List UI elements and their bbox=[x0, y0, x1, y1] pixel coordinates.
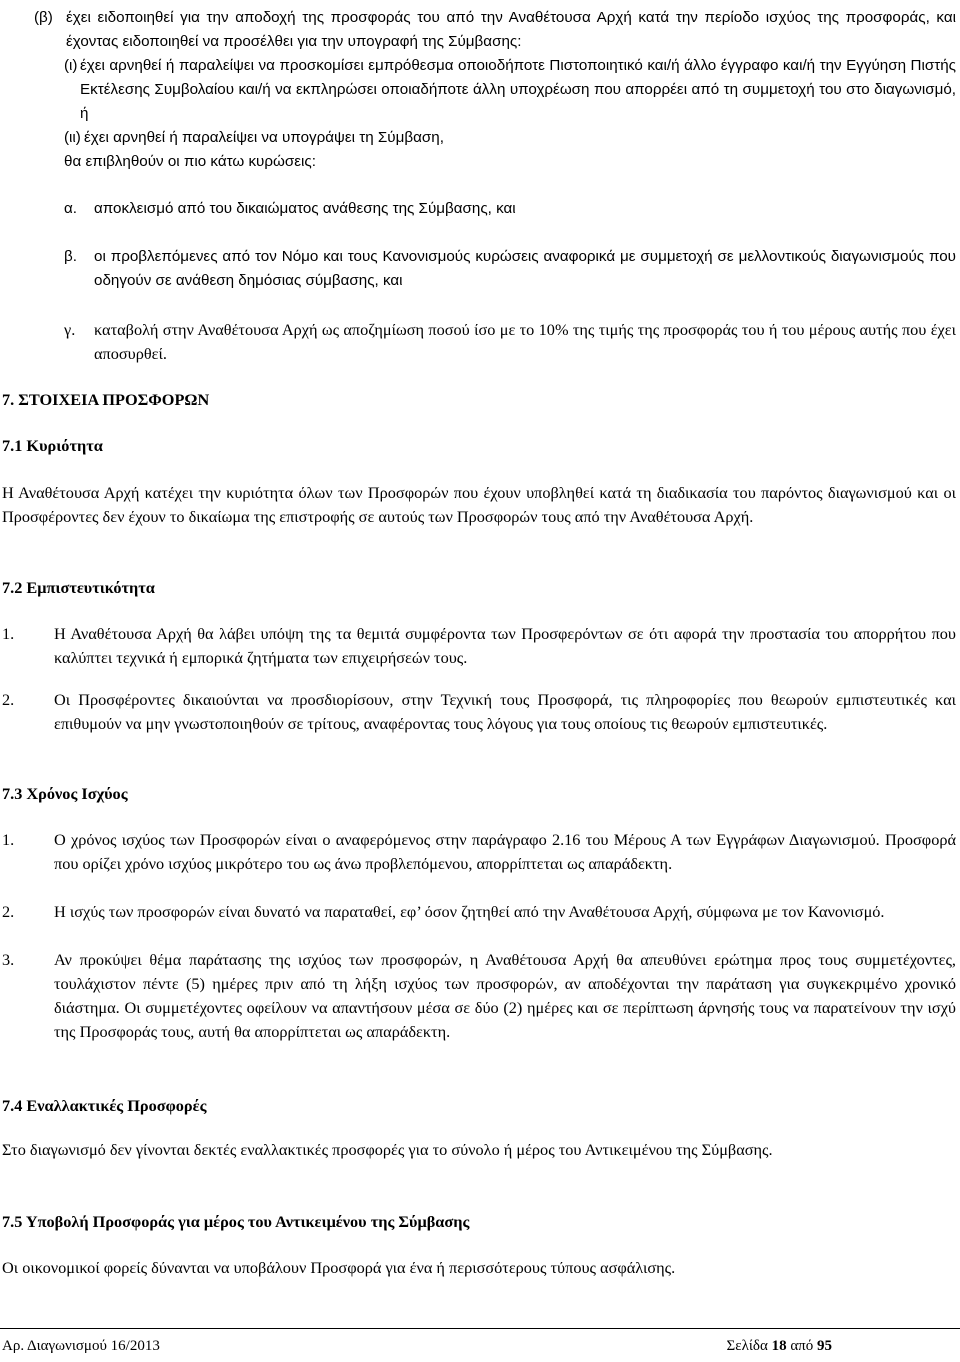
sanction-c-text: καταβολή στην Αναθέτουσα Αρχή ως αποζημίωση ποσού ίσο με το 10% της τιμής της προσφοράς του ή του μέρους αυτής που έχει αποσυρθεί. bbox=[94, 320, 956, 363]
sanction-b-text: οι προβλεπόμενες από τον Νόμο και τους Κανονισμούς κυρώσεις αναφορικά με συμμετοχή σε μελλοντικούς διαγωνισμούς που οδηγούν σε ανάθεση δημόσιας σύμβασης, και bbox=[94, 248, 956, 289]
section-7-2-item-2 bbox=[2, 688, 956, 736]
section-7-5-text: Οι οικονομικοί φορείς δύνανται να υποβάλουν Προσφορά για ένα ή περισσότερους τύπους ασφάλισης. bbox=[2, 1258, 676, 1277]
section-7-1-heading: 7.1 Κυριότητα bbox=[2, 436, 103, 455]
section-7-3-item-3-text: Αν προκύψει θέμα παράτασης της ισχύος των προσφορών, η Αναθέτουσα Αρχή θα απευθύνει ερώτημα προς τους συμμετέχοντες, τουλάχιστον πέντε (5) ημέρες πριν από τη λήξη ισχύος των προσφορών, αν αποδέχονται την παράταση για συγκεκριμένο χρονικό διάστημα. Οι συμμετέχοντες οφείλουν να απαντήσουν μέσα σε δύο (2) ημέρες και σε περίπτωση άρνησής τους να παρατείνουν την ισχύ της Προσφοράς τους, αυτή θα απορρίπτεται ως απαράδεκτη. bbox=[54, 950, 956, 1041]
clause-ii bbox=[64, 126, 956, 150]
clause-b-label: (β) bbox=[34, 9, 53, 26]
section-7-2-item-1-label: 1. bbox=[2, 624, 15, 643]
section-7-2-heading: 7.2 Εμπιστευτικότητα bbox=[2, 578, 155, 597]
section-7-3-item-3 bbox=[2, 948, 956, 1044]
sanction-c bbox=[64, 318, 956, 366]
section-7-1-text: Η Αναθέτουσα Αρχή κατέχει την κυριότητα όλων των Προσφορών που έχουν υποβληθεί κατά τη διαδικασία του παρόντος διαγωνισμού και οι Προσφέροντες δεν έχουν το δικαίωμα της επιστροφής σε αυτούς των Προσφορών τους από την Αναθέτουσα Αρχή. bbox=[2, 483, 956, 526]
of-word: από bbox=[790, 1338, 814, 1354]
section-7-title: 7. ΣΤΟΙΧΕΙΑ ΠΡΟΣΦΟΡΩΝ bbox=[2, 390, 210, 409]
section-7-4-heading: 7.4 Εναλλακτικές Προσφορές bbox=[2, 1096, 207, 1115]
section-7-3-item-2 bbox=[2, 900, 956, 924]
sanction-b bbox=[64, 245, 956, 293]
section-7-3-item-2-text: Η ισχύς των προσφορών είναι δυνατό να παραταθεί, εφ’ όσον ζητηθεί από την Αναθέτουσα Αρχή, σύμφωνα με τον Κανονισμό. bbox=[54, 902, 885, 921]
page-indicator bbox=[727, 1334, 832, 1358]
page-total: 95 bbox=[817, 1338, 832, 1354]
section-7-2-item-1-text: Η Αναθέτουσα Αρχή θα λάβει υπόψη της τα θεμιτά συμφέροντα των Προσφερόντων σε ότι αφορά την προστασία του απορρήτου που καλύπτει τεχνικά ή εμπορικά ζητήματα των επιχειρήσεών τους. bbox=[54, 624, 956, 667]
sanction-a-label: α. bbox=[64, 200, 77, 217]
section-7-3-item-2-label: 2. bbox=[2, 902, 15, 921]
section-7-3-item-1-text: Ο χρόνος ισχύος των Προσφορών είναι ο αναφερόμενος στην παράγραφο 2.16 του Μέρους Α των Εγγράφων Διαγωνισμού. Προσφορά που ορίζει χρόνο ισχύος μικρότερο του ως άνω προβλεπόμενου, απορρίπτεται ως απαράδεκτη. bbox=[54, 830, 956, 873]
clause-i-text: έχει αρνηθεί ή παραλείψει να προσκομίσει εμπρόθεσμα οποιοδήποτε Πιστοποιητικό και/ή άλλο έγγραφο και/ή την Εγγύηση Πιστής Εκτέλεσης Συμβολαίου και/ή να εκπληρώσει οποιαδήποτε άλλη υποχρέωση που απορρέει από τη συμμετοχή του στο διαγωνισμό, ή bbox=[80, 57, 956, 122]
clause-i-label: (ι) bbox=[64, 57, 78, 74]
sanction-a bbox=[64, 197, 956, 221]
section-7-3-item-1 bbox=[2, 828, 956, 876]
section-7-3-item-3-label: 3. bbox=[2, 950, 15, 969]
clause-i bbox=[64, 54, 956, 126]
section-7-2-item-1 bbox=[2, 622, 956, 670]
section-7-5-heading: 7.5 Υποβολή Προσφοράς για μέρος του Αντικειμένου της Σύμβασης bbox=[2, 1212, 470, 1231]
page-word: Σελίδα bbox=[726, 1338, 768, 1354]
clause-ii-label: (ιι) bbox=[64, 129, 81, 146]
section-7-2-item-2-text: Οι Προσφέροντες δικαιούνται να προσδιορίσουν, στην Τεχνική τους Προσφορά, τις πληροφορίες που θεωρούν εμπιστευτικές και επιθυμούν να μην γνωστοποιηθούν σε τρίτους, αναφέροντας τους λόγους για τους οποίους τις θεωρούν εμπιστευτικές. bbox=[54, 690, 956, 733]
page-number: 18 bbox=[771, 1338, 787, 1354]
section-7-3-item-1-label: 1. bbox=[2, 830, 15, 849]
footer-divider bbox=[0, 1328, 960, 1329]
section-7-4-text: Στο διαγωνισμό δεν γίνονται δεκτές εναλλακτικές προσφορές για το σύνολο ή μέρος του Αντικειμένου της Σύμβασης. bbox=[2, 1140, 773, 1159]
section-7-2-item-2-label: 2. bbox=[2, 690, 15, 709]
clause-b-text: έχει ειδοποιηθεί για την αποδοχή της προσφοράς του από την Αναθέτουσα Αρχή κατά την περίοδο ισχύος της προσφοράς, και έχοντας ειδοποιηθεί να προσέλθει για την υπογραφή της Σύμβασης: bbox=[66, 9, 956, 50]
sanction-a-text: αποκλεισμό από του δικαιώματος ανάθεσης της Σύμβασης, και bbox=[94, 200, 516, 217]
sanction-c-label: γ. bbox=[64, 320, 76, 339]
consequence-text: θα επιβληθούν οι πιο κάτω κυρώσεις: bbox=[64, 153, 316, 170]
clause-b bbox=[34, 6, 956, 54]
sanction-b-label: β. bbox=[64, 248, 77, 265]
tender-number: Αρ. Διαγωνισμού 16/2013 bbox=[2, 1338, 160, 1354]
clause-ii-text: έχει αρνηθεί ή παραλείψει να υπογράψει τη Σύμβαση, bbox=[84, 129, 444, 146]
page-footer bbox=[0, 1328, 960, 1362]
section-7-3-heading: 7.3 Χρόνος Ισχύος bbox=[2, 784, 128, 803]
